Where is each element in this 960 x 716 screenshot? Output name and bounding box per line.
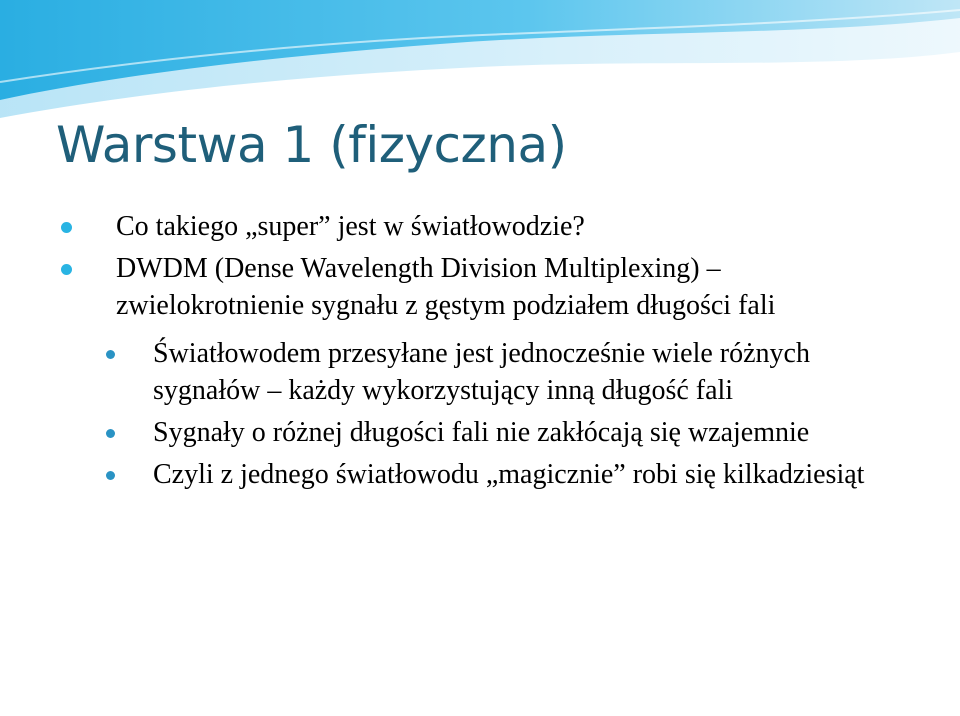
bullet-dot-icon [61,222,72,233]
bullet-dot-icon [61,264,72,275]
sub-bullet-item [0,456,893,493]
bullet-item [0,250,836,324]
sub-bullet-text: Czyli z jednego światłowodu „magicznie” robi się kilkadziesiąt [153,459,865,490]
bullet-item [0,208,836,245]
sub-bullet-item [0,414,893,451]
bullet-text: DWDM (Dense Wavelength Division Multiplexing) – zwielokrotnienie sygnału z gęstym podziałem długości fali [116,253,776,321]
sub-bullet-text: Sygnały o różnej długości fali nie zakłócają się wzajemnie [153,417,810,448]
sub-bullet-dot-icon [106,350,115,359]
sub-bullet-dot-icon [106,429,115,438]
bullet-text: Co takiego „super” jest w światłowodzie? [116,211,585,242]
sub-bullet-dot-icon [106,471,115,480]
sub-bullet-item [0,335,893,409]
slide-title: Warstwa 1 (fizyczna) [56,116,567,174]
sub-bullet-text: Światłowodem przesyłane jest jednocześnie wiele różnych sygnałów – każdy wykorzystujący inną długość fali [153,338,810,406]
bullet-list [0,208,960,493]
